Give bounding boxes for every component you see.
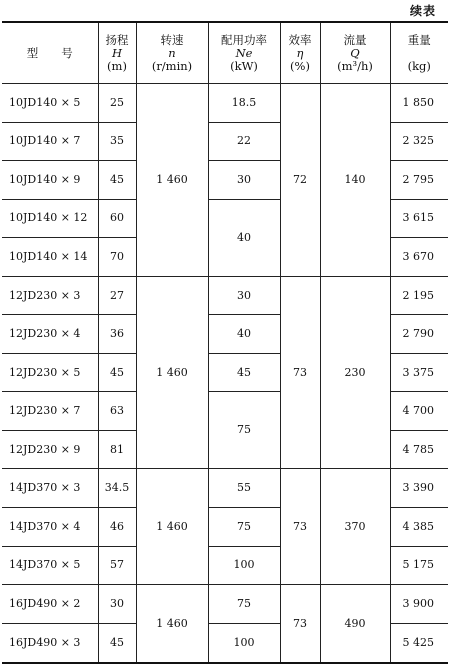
cell-model: 14JD370 × 5: [2, 546, 98, 585]
cell-model: 10JD140 × 7: [2, 122, 98, 161]
cell-head: 45: [98, 623, 136, 663]
cell-weight: 3 390: [390, 469, 448, 508]
table-row: [2, 585, 448, 624]
header-head: 扬程 H (m): [98, 22, 136, 84]
cell-speed: 1 460: [136, 585, 208, 663]
cell-head: 36: [98, 315, 136, 354]
cell-weight: 3 670: [390, 238, 448, 277]
cell-power: 22: [208, 122, 280, 161]
header-power: 配用功率 Ne (kW): [208, 22, 280, 84]
cell-model: 12JD230 × 5: [2, 353, 98, 392]
cell-power: 100: [208, 623, 280, 663]
table-row: [2, 469, 448, 508]
table-row: [2, 276, 448, 315]
table-row: [2, 84, 448, 123]
cell-model: 14JD370 × 4: [2, 508, 98, 547]
cell-speed: 1 460: [136, 469, 208, 585]
cell-head: 57: [98, 546, 136, 585]
cell-model: 16JD490 × 2: [2, 585, 98, 624]
cell-head: 25: [98, 84, 136, 123]
cell-head: 46: [98, 508, 136, 547]
cell-power: 75: [208, 508, 280, 547]
header-speed: 转速 n (r/min): [136, 22, 208, 84]
cell-head: 34.5: [98, 469, 136, 508]
cell-head: 27: [98, 276, 136, 315]
cell-speed: 1 460: [136, 276, 208, 469]
cell-weight: 3 615: [390, 199, 448, 238]
cell-weight: 2 195: [390, 276, 448, 315]
cell-power: 100: [208, 546, 280, 585]
cell-head: 35: [98, 122, 136, 161]
cell-model: 10JD140 × 14: [2, 238, 98, 277]
cell-power: 75: [208, 392, 280, 469]
cell-efficiency: 72: [280, 84, 320, 277]
cell-power: 18.5: [208, 84, 280, 123]
cell-head: 60: [98, 199, 136, 238]
cell-efficiency: 73: [280, 469, 320, 585]
cell-speed: 1 460: [136, 84, 208, 277]
header-model: 型 号: [2, 22, 98, 84]
header-row: [2, 22, 448, 84]
cell-weight: 4 700: [390, 392, 448, 431]
cell-weight: 5 175: [390, 546, 448, 585]
cell-head: 70: [98, 238, 136, 277]
cell-weight: 2 790: [390, 315, 448, 354]
cell-model: 12JD230 × 4: [2, 315, 98, 354]
cell-power: 75: [208, 585, 280, 624]
cell-model: 14JD370 × 3: [2, 469, 98, 508]
cell-head: 45: [98, 353, 136, 392]
cell-power: 40: [208, 315, 280, 354]
cell-flow: 230: [320, 276, 390, 469]
cell-power: 45: [208, 353, 280, 392]
cell-model: 12JD230 × 9: [2, 430, 98, 469]
cell-weight: 1 850: [390, 84, 448, 123]
cell-power: 30: [208, 276, 280, 315]
header-efficiency: 效率 η (%): [280, 22, 320, 84]
cell-model: 16JD490 × 3: [2, 623, 98, 663]
cell-weight: 4 785: [390, 430, 448, 469]
table-caption: 续表: [409, 4, 436, 18]
cell-weight: 3 375: [390, 353, 448, 392]
cell-efficiency: 73: [280, 585, 320, 663]
cell-head: 63: [98, 392, 136, 431]
cell-flow: 490: [320, 585, 390, 663]
cell-power: 30: [208, 161, 280, 200]
header-flow: 流量 Q (m³/h): [320, 22, 390, 84]
cell-weight: 2 795: [390, 161, 448, 200]
cell-head: 30: [98, 585, 136, 624]
cell-weight: 5 425: [390, 623, 448, 663]
cell-weight: 2 325: [390, 122, 448, 161]
cell-weight: 4 385: [390, 508, 448, 547]
cell-head: 45: [98, 161, 136, 200]
cell-power: 40: [208, 199, 280, 276]
cell-model: 12JD230 × 7: [2, 392, 98, 431]
cell-flow: 370: [320, 469, 390, 585]
cell-flow: 140: [320, 84, 390, 277]
cell-model: 10JD140 × 5: [2, 84, 98, 123]
cell-head: 81: [98, 430, 136, 469]
header-weight: 重量 (kg): [390, 22, 448, 84]
cell-model: 12JD230 × 3: [2, 276, 98, 315]
cell-model: 10JD140 × 12: [2, 199, 98, 238]
cell-weight: 3 900: [390, 585, 448, 624]
cell-model: 10JD140 × 9: [2, 161, 98, 200]
cell-power: 55: [208, 469, 280, 508]
pump-spec-table: [2, 21, 448, 664]
cell-efficiency: 73: [280, 276, 320, 469]
